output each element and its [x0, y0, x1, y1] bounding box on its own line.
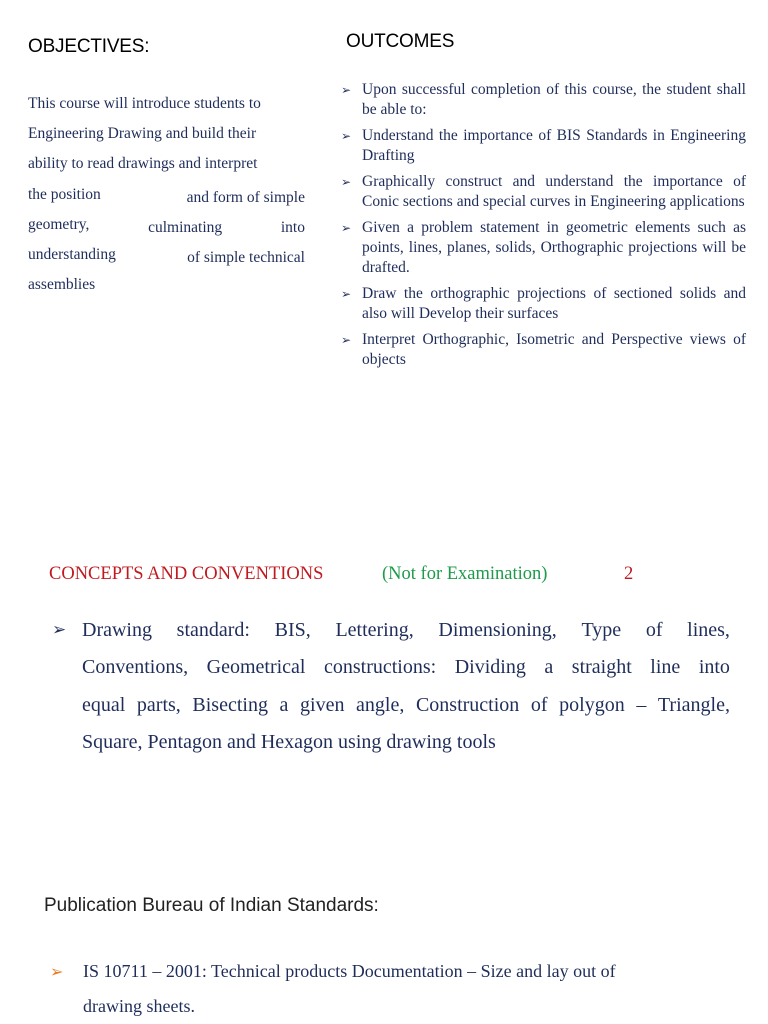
concepts-word: a — [279, 694, 289, 716]
concepts-word: polygon — [559, 694, 625, 716]
objectives-text: culminating — [148, 219, 223, 236]
concepts-word: Type — [581, 619, 622, 641]
concepts-word: Triangle, — [657, 694, 730, 716]
concepts-title: CONCEPTS AND CONVENTIONS — [49, 564, 324, 584]
concepts-line — [82, 731, 730, 754]
objectives-text: This course will introduce students to — [28, 95, 261, 112]
publication-line: drawing sheets. — [83, 996, 195, 1016]
objectives-line — [28, 125, 305, 143]
concepts-word: Geometrical — [206, 656, 306, 678]
outcome-text: Upon successful completion of this course, the student shall be able to: — [362, 81, 746, 118]
outcome-text: Given a problem statement in geometric elements such as points, lines, planes, solids, Orthographic projections will be drafted. — [362, 219, 746, 276]
objectives-line — [28, 216, 305, 237]
objectives-line — [28, 155, 305, 173]
concepts-word: constructions: — [324, 656, 437, 678]
outcome-item — [340, 218, 746, 278]
objectives-line — [28, 186, 305, 207]
concepts-line — [82, 656, 730, 679]
concepts-word: line — [650, 656, 681, 678]
arrow-bullet-icon: ➢ — [52, 620, 67, 639]
concepts-hours: 2 — [624, 564, 634, 584]
concepts-word: angle, — [356, 694, 405, 716]
outcome-item — [340, 126, 746, 166]
arrow-bullet-icon: ➢ — [341, 175, 352, 189]
concepts-word: of — [530, 694, 548, 716]
objectives-text: and form of simple — [186, 189, 305, 206]
concepts-word: Dividing — [454, 656, 526, 678]
objectives-text: assemblies — [28, 276, 96, 293]
concepts-line — [82, 694, 730, 717]
concepts-word: Drawing — [82, 619, 152, 641]
outcome-item — [340, 80, 746, 120]
concepts-word: Conventions, — [82, 656, 189, 678]
outcome-item — [340, 172, 746, 212]
concepts-word: Dimensioning, — [438, 619, 557, 641]
publication-heading: Publication Bureau of Indian Standards: — [44, 895, 379, 916]
arrow-bullet-icon: ➢ — [50, 964, 64, 981]
arrow-bullet-icon: ➢ — [341, 129, 352, 143]
concepts-word: equal — [82, 694, 126, 716]
objectives-text: the position — [28, 186, 101, 203]
concepts-word: a — [544, 656, 554, 678]
concepts-word: BIS, — [274, 619, 311, 641]
concepts-word: Construction — [415, 694, 520, 716]
concepts-line — [82, 619, 730, 642]
concepts-word: Bisecting — [192, 694, 268, 716]
objectives-text: understanding — [28, 246, 116, 263]
objectives-heading: OBJECTIVES: — [28, 36, 150, 57]
concepts-word: – — [636, 694, 647, 716]
outcome-item — [340, 330, 746, 370]
arrow-bullet-icon: ➢ — [341, 83, 352, 97]
objectives-text: geometry, — [28, 216, 90, 233]
concepts-word: Lettering, — [335, 619, 414, 641]
objectives-line — [28, 276, 305, 294]
concepts-word: of — [645, 619, 663, 641]
concepts-word: lines, — [687, 619, 730, 641]
publication-line: IS 10711 – 2001: Technical products Documentation – Size and lay out of — [83, 961, 616, 981]
objectives-text: into — [280, 219, 305, 236]
objectives-line — [28, 95, 305, 113]
outcomes-list — [340, 80, 746, 376]
outcome-text: Interpret Orthographic, Isometric and Perspective views of objects — [362, 331, 746, 368]
objectives-line — [28, 246, 305, 267]
outcomes-heading: OUTCOMES — [346, 31, 455, 52]
arrow-bullet-icon: ➢ — [341, 287, 352, 301]
objectives-text: ability to read drawings and interpret — [28, 155, 258, 172]
outcome-text: Understand the importance of BIS Standards in Engineering Drafting — [362, 127, 746, 164]
concepts-word: given — [300, 694, 345, 716]
concepts-word: parts, — [136, 694, 181, 716]
objectives-text: of simple technical — [187, 249, 305, 266]
arrow-bullet-icon: ➢ — [341, 221, 352, 235]
outcome-text: Draw the orthographic projections of sectioned solids and also will Develop their surfaces — [362, 285, 746, 322]
arrow-bullet-icon: ➢ — [341, 333, 352, 347]
concepts-word: Square, Pentagon and Hexagon using drawing tools — [82, 731, 496, 753]
concepts-word: standard: — [176, 619, 250, 641]
outcome-item — [340, 284, 746, 324]
concepts-note: (Not for Examination) — [382, 564, 548, 584]
concepts-word: straight — [571, 656, 632, 678]
outcome-text: Graphically construct and understand the importance of Conic sections and special curves in Engineering applications — [362, 173, 746, 210]
objectives-text: Engineering Drawing and build their — [28, 125, 257, 142]
concepts-word: into — [698, 656, 730, 678]
